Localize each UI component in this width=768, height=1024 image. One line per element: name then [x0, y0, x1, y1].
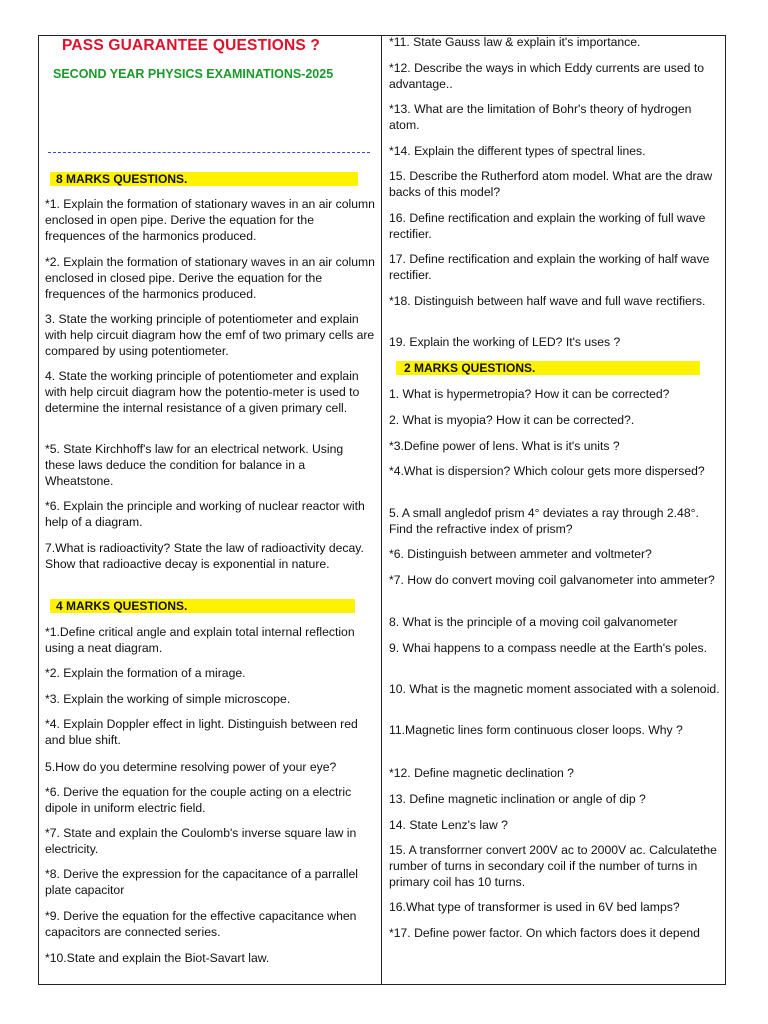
question-item: 16.What type of transformer is used in 6V bed lamps?	[389, 900, 680, 914]
question-item: *6. Distinguish between ammeter and voltmeter?	[389, 547, 652, 561]
question-item: *13. What are the limitation of Bohr's theory of hydrogen atom.	[389, 102, 692, 133]
question-item: *18. Distinguish between half wave and full wave rectifiers.	[389, 294, 706, 308]
question-item: 11.Magnetic lines form continuous closer loops. Why ?	[389, 723, 683, 737]
question-item: *11. State Gauss law & explain it's importance.	[389, 35, 641, 49]
question-item: *9. Derive the equation for the effective capacitance when capacitors are connected series.	[45, 909, 357, 940]
section-heading-4-marks: 4 MARKS QUESTIONS.	[50, 599, 355, 613]
question-item: *4. Explain Doppler effect in light. Distinguish between red and blue shift.	[45, 717, 358, 748]
question-item: *7. How do convert moving coil galvanometer into ammeter?	[389, 573, 715, 587]
question-item: 5.How do you determine resolving power of your eye?	[45, 760, 337, 774]
question-item: 9. Whai happens to a compass needle at the Earth's poles.	[389, 641, 708, 655]
page-subtitle: SECOND YEAR PHYSICS EXAMINATIONS-2025	[53, 67, 334, 81]
question-item: *4.What is dispersion? Which colour gets more dispersed?	[389, 464, 705, 478]
question-item: *6. Derive the equation for the couple acting on a electric dipole in uniform electric field.	[45, 785, 352, 816]
question-item: *1.Define critical angle and explain total internal reflection using a neat diagram.	[45, 625, 355, 656]
question-item: 14. State Lenz's law ?	[389, 818, 508, 832]
question-item: 17. Define rectification and explain the working of half wave rectifier.	[389, 252, 710, 283]
question-item: 15. Describe the Rutherford atom model. What are the draw backs of this model?	[389, 169, 713, 200]
section-heading-2-marks: 2 MARKS QUESTIONS.	[396, 361, 700, 375]
question-item: 4. State the working principle of potentiometer and explain with help circuit diagram how the potentio-meter is used to determine the internal resistance of a given primary cell.	[45, 369, 360, 416]
question-item: *3. Explain the working of simple microscope.	[45, 692, 291, 706]
question-item: 16. Define rectification and explain the working of full wave rectifier.	[389, 211, 706, 242]
question-item: *2. Explain the formation of a mirage.	[45, 666, 246, 680]
question-item: *8. Derive the expression for the capacitance of a parrallel plate capacitor	[45, 867, 358, 898]
question-item: 7.What is radioactivity? State the law of radioactivity decay. Show that radioactive decay is exponential in nature.	[45, 541, 364, 572]
page-title: PASS GUARANTEE QUESTIONS ?	[62, 37, 321, 54]
question-item: 2. What is myopia? How it can be corrected?.	[389, 413, 635, 427]
question-item: *2. Explain the formation of stationary waves in an air column enclosed in closed pipe. Derive the equation for the frequences of the harmonics produced.	[45, 255, 375, 302]
question-item: *10.State and explain the Biot-Savart law.	[45, 951, 270, 965]
question-item: 10. What is the magnetic moment associated with a solenoid.	[389, 682, 720, 696]
question-item: *12. Describe the ways in which Eddy currents are used to advantage..	[389, 61, 705, 92]
question-item: *6. Explain the principle and working of nuclear reactor with help of a diagram.	[45, 499, 365, 530]
question-item: *12. Define magnetic declination ?	[389, 766, 574, 780]
dashed-separator	[48, 152, 370, 153]
question-item: *7. State and explain the Coulomb's inverse square law in electricity.	[45, 826, 357, 857]
question-item: *1. Explain the formation of stationary waves in an air column enclosed in open pipe. Derive the equation for the frequences of the harmonics produced.	[45, 197, 375, 244]
question-item: 13. Define magnetic inclination or angle of dip ?	[389, 792, 646, 806]
question-item: *17. Define power factor. On which factors does it depend	[389, 926, 700, 940]
question-item: *5. State Kirchhoff's law for an electrical network. Using these laws deduce the condition for balance in a Wheatstone.	[45, 442, 344, 489]
column-divider	[381, 35, 382, 985]
question-item: *3.Define power of lens. What is it's units ?	[389, 439, 620, 453]
question-item: 5. A small angledof prism 4° deviates a ray through 2.48°. Find the refractive index of prism?	[389, 506, 699, 537]
question-item: 15. A transforrner convert 200V ac to 2000V ac. Calculatethe rumber of turns in secondary coil if the number of turns in primary coil has 10 turns.	[389, 843, 717, 890]
question-item: 19. Explain the working of LED? It's uses ?	[389, 335, 621, 349]
question-item: 1. What is hypermetropia? How it can be corrected?	[389, 387, 670, 401]
question-item: 3. State the working principle of potentiometer and explain with help circuit diagram how the emf of two primary cells are compared by using potentiometer.	[45, 312, 375, 359]
question-item: 8. What is the principle of a moving coil galvanometer	[389, 615, 678, 629]
question-item: *14. Explain the different types of spectral lines.	[389, 144, 646, 158]
section-heading-8-marks: 8 MARKS QUESTIONS.	[50, 172, 358, 186]
